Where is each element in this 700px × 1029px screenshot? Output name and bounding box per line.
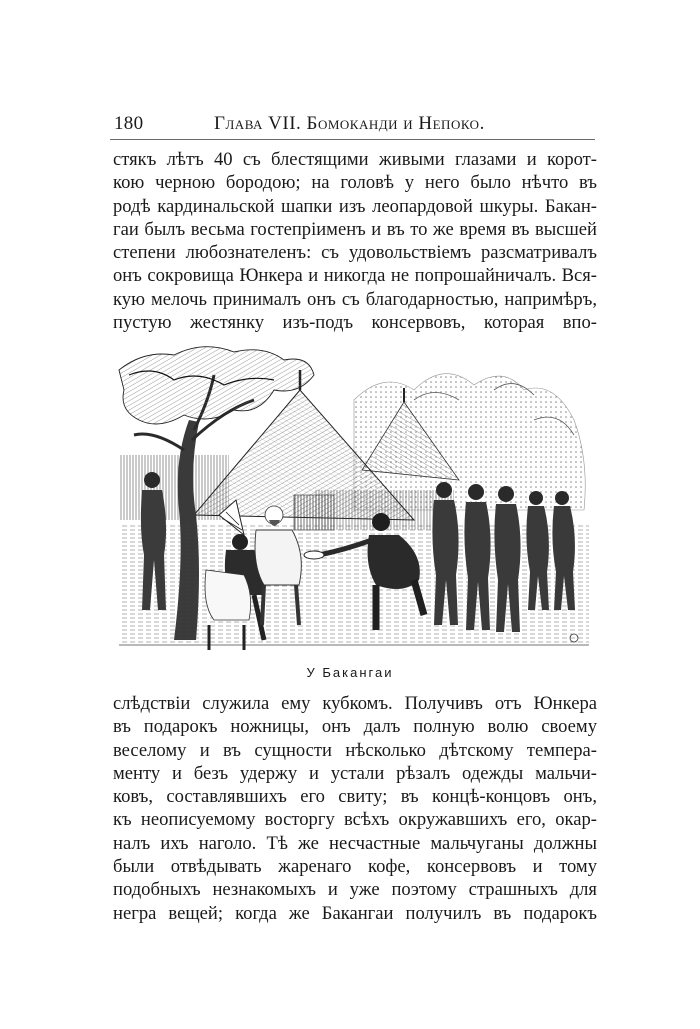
text-line: были отвѣдывать жаренаго кофе, консервовъ и тому [113, 856, 597, 878]
text-line: кою черною бородою; на головѣ у него было нѣчто въ [113, 172, 597, 194]
text-line: негра вещей; когда же Бакангаи получилъ въ подарокъ [113, 902, 597, 924]
running-head [112, 112, 592, 138]
text-line: кую мелочь принималъ онъ съ благодарностью, напримѣръ, [113, 288, 597, 310]
text-line: пустую жестянку изъ-подъ консервовъ, которая впо- [113, 312, 597, 334]
text-line: родѣ кардинальской шапки изъ леопардовой шкуры. Бакан- [113, 195, 597, 217]
paragraph-top [113, 148, 597, 334]
text-line: подобныхъ незнакомыхъ и уже поэтому страшныхъ для [113, 879, 597, 901]
figure-caption: У Бакангаи [306, 665, 394, 680]
text-line: гаи былъ весьма гостепріименъ и въ то же время въ высшей [113, 218, 597, 240]
paragraph-bottom [113, 692, 597, 925]
text-line: степени любознателенъ: съ удовольствіемъ разсматривалъ [113, 242, 597, 264]
text-line: налъ ихъ наголо. Тѣ же несчастные мальчуганы должны [113, 832, 597, 854]
page-number: 180 [114, 113, 144, 134]
illustration-engraving [114, 340, 592, 656]
text-line: ковъ, составлявшихъ его свиту; въ концѣ-концовъ онъ, [113, 786, 597, 808]
text-line: веселому и въ сущности нѣсколько дѣтскому темпера- [113, 739, 597, 761]
text-line: менту и безъ удержу и устали рѣзалъ одежды мальчи- [113, 762, 597, 784]
text-line: слѣдствіи служила ему кубкомъ. Получивъ отъ Юнкера [113, 693, 597, 714]
header-rule [110, 139, 595, 140]
text-line: въ подарокъ ножницы, онъ далъ полную волю своему [113, 716, 597, 738]
text-line: стякъ лѣтъ 40 съ блестящими живыми глазами и корот- [113, 149, 597, 170]
text-line: онъ сокровища Юнкера и никогда не попрошайничалъ. Вся- [113, 265, 597, 287]
text-line: къ неописуемому восторгу всѣхъ окружавшихъ его, окар- [113, 809, 597, 831]
chapter-title: Глава VII. Бомоканди и Непоко. [214, 113, 485, 134]
